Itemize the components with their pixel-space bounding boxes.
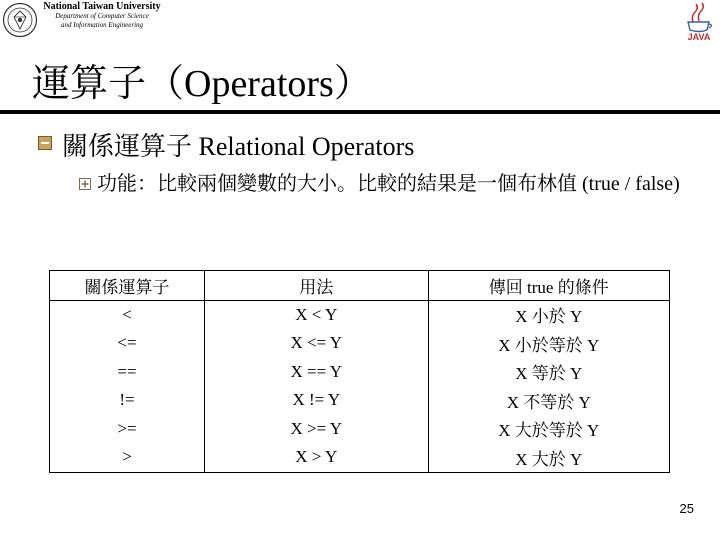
slide-title: 運算子（Operators） (32, 63, 372, 105)
usage-cell: X < Y (205, 300, 429, 329)
sub-bullet-icon (79, 178, 91, 190)
condition-cell: X 小於 Y (428, 300, 669, 329)
column-header-operator: 關係運算子 (50, 271, 205, 301)
condition-cell: X 等於 Y (428, 358, 669, 387)
table-header-row (50, 271, 670, 301)
java-logo-icon (682, 2, 716, 42)
department-line-2: and Information Engineering (60, 21, 144, 29)
table-row (50, 358, 670, 387)
condition-cell: X 不等於 Y (428, 386, 669, 415)
condition-cell: X 大於等於 Y (428, 415, 669, 444)
condition-cell: X 小於等於 Y (428, 329, 669, 358)
table-row (50, 300, 670, 329)
department-line-1: Department of Computer Science (55, 12, 149, 20)
university-seal-icon (2, 2, 38, 38)
university-name: National Taiwan University (43, 1, 161, 12)
column-header-condition: 傳回 true 的條件 (428, 271, 669, 301)
usage-cell: X == Y (205, 358, 429, 387)
page-number: 25 (679, 501, 694, 516)
operator-cell: < (50, 300, 205, 329)
usage-cell: X <= Y (205, 329, 429, 358)
operators-table (49, 270, 670, 473)
operator-cell: != (50, 386, 205, 415)
usage-cell: X > Y (205, 443, 429, 472)
bullet-icon (38, 136, 52, 150)
table-row (50, 386, 670, 415)
java-logo-text: JAVA (687, 32, 711, 42)
column-header-usage: 用法 (205, 271, 429, 301)
table-row (50, 329, 670, 358)
table-row (50, 415, 670, 444)
bullet-relational-operators: 關係運算子 Relational Operators (62, 132, 415, 161)
usage-cell: X != Y (205, 386, 429, 415)
operator-cell: >= (50, 415, 205, 444)
operator-cell: <= (50, 329, 205, 358)
usage-cell: X >= Y (205, 415, 429, 444)
bullet-description: 功能：比較兩個變數的大小。比較的結果是一個布林值 (true / false) (97, 173, 680, 195)
operator-cell: == (50, 358, 205, 387)
condition-cell: X 大於 Y (428, 443, 669, 472)
header-text (42, 2, 162, 30)
table-row (50, 443, 670, 472)
operator-cell: > (50, 443, 205, 472)
title-divider (0, 110, 720, 114)
